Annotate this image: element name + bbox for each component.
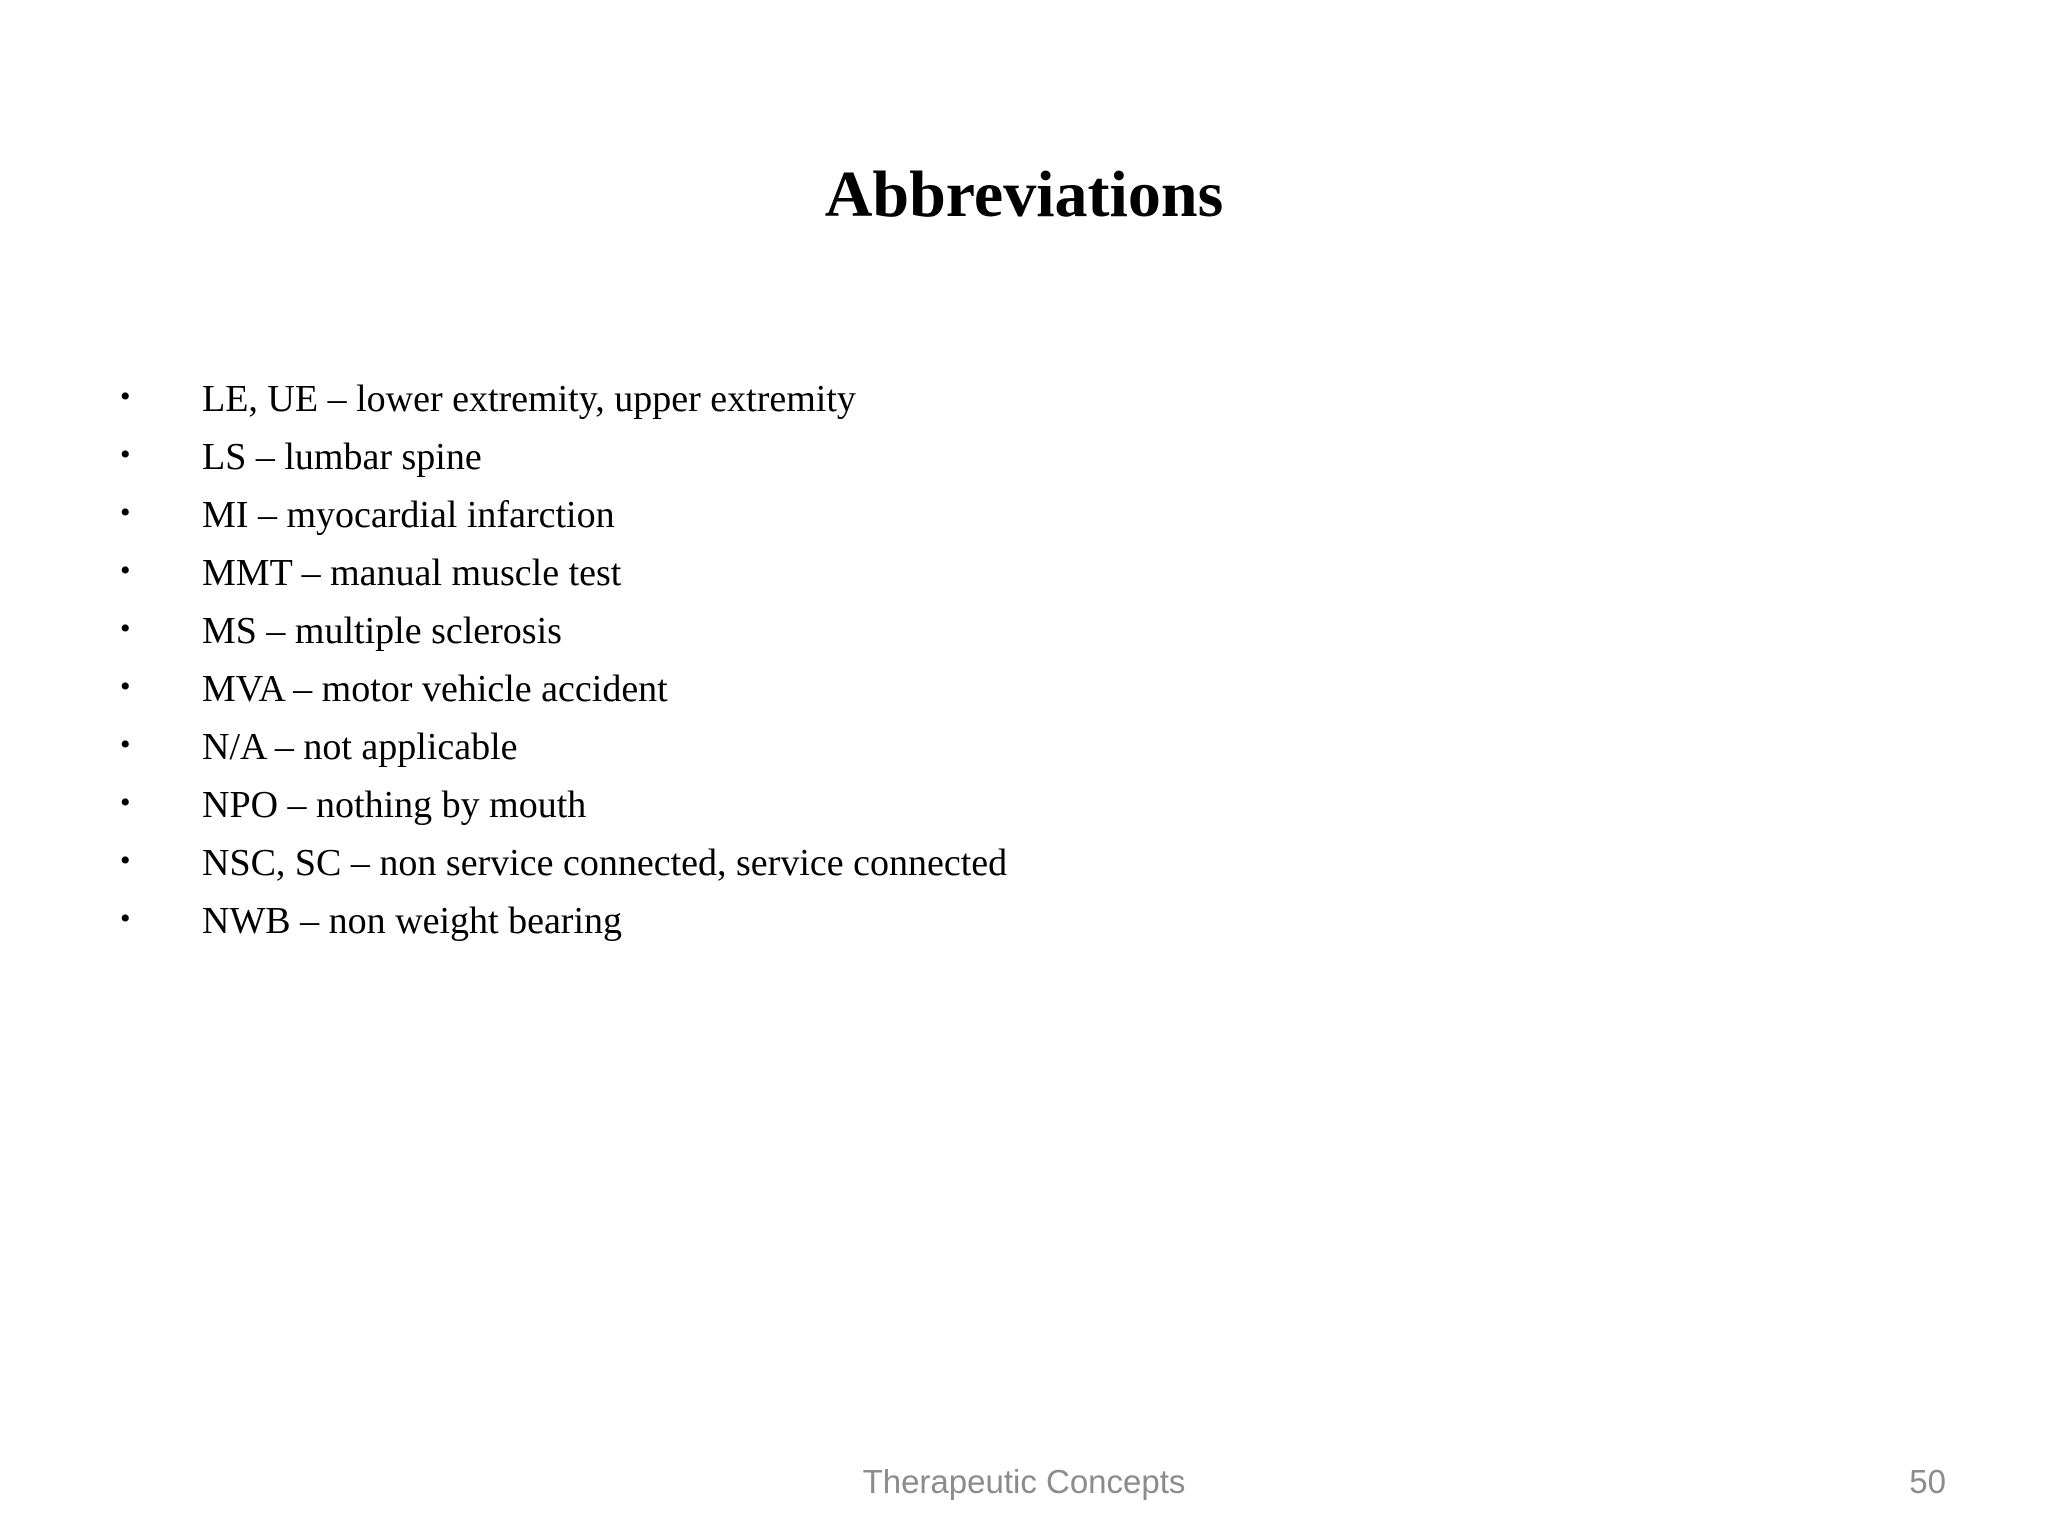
list-item-text: NWB – non weight bearing xyxy=(202,900,623,942)
list-item-text: NSC, SC – non service connected, service connected xyxy=(202,842,1008,884)
bullet-icon: • xyxy=(120,438,131,471)
bullet-icon: • xyxy=(120,670,131,703)
bullet-icon: • xyxy=(120,380,131,413)
list-item-text: LS – lumbar spine xyxy=(202,436,482,478)
list-item-text: MS – multiple sclerosis xyxy=(202,610,562,652)
list-item-text: MI – myocardial infarction xyxy=(202,494,615,536)
bullet-icon: • xyxy=(120,496,131,529)
page-number: 50 xyxy=(1909,1463,1946,1500)
list-item-text: LE, UE – lower extremity, upper extremity xyxy=(202,378,856,420)
list-item-text: MMT – manual muscle test xyxy=(202,552,622,594)
list-item-text: MVA – motor vehicle accident xyxy=(202,668,668,710)
bullet-icon: • xyxy=(120,902,131,935)
bullet-icon: • xyxy=(120,728,131,761)
list-item-text: N/A – not applicable xyxy=(202,726,518,768)
bullet-icon: • xyxy=(120,844,131,877)
slide-title: Abbreviations xyxy=(824,158,1224,231)
bullet-icon: • xyxy=(120,612,131,645)
slide-footer: Therapeutic Concepts xyxy=(862,1463,1186,1500)
bullet-icon: • xyxy=(120,786,131,819)
list-item-text: NPO – nothing by mouth xyxy=(202,784,587,826)
bullet-icon: • xyxy=(120,554,131,587)
